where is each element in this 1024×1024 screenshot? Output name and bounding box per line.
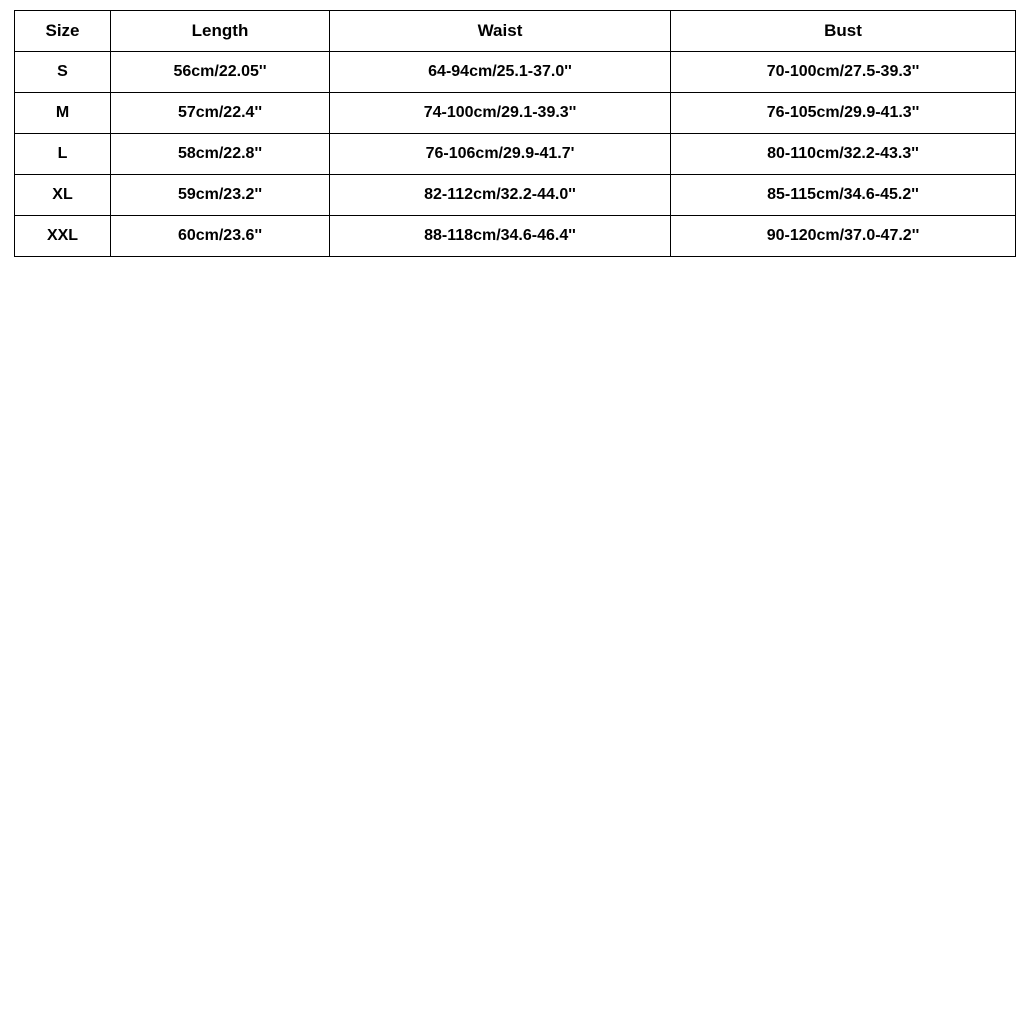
header-waist: Waist <box>330 11 671 52</box>
cell-length: 57cm/22.4'' <box>111 93 330 134</box>
cell-size: S <box>15 52 111 93</box>
cell-waist: 74-100cm/29.1-39.3'' <box>330 93 671 134</box>
header-bust: Bust <box>671 11 1016 52</box>
cell-waist: 64-94cm/25.1-37.0'' <box>330 52 671 93</box>
cell-length: 58cm/22.8'' <box>111 134 330 175</box>
cell-length: 59cm/23.2'' <box>111 175 330 216</box>
cell-length: 60cm/23.6'' <box>111 216 330 257</box>
cell-length: 56cm/22.05'' <box>111 52 330 93</box>
header-length: Length <box>111 11 330 52</box>
table-header-row <box>15 11 1016 52</box>
cell-bust: 80-110cm/32.2-43.3'' <box>671 134 1016 175</box>
cell-size: M <box>15 93 111 134</box>
cell-size: XXL <box>15 216 111 257</box>
cell-bust: 70-100cm/27.5-39.3'' <box>671 52 1016 93</box>
cell-waist: 76-106cm/29.9-41.7' <box>330 134 671 175</box>
header-size: Size <box>15 11 111 52</box>
cell-size: L <box>15 134 111 175</box>
table-row <box>15 52 1016 93</box>
cell-bust: 85-115cm/34.6-45.2'' <box>671 175 1016 216</box>
size-chart-table <box>14 10 1016 257</box>
table-row <box>15 134 1016 175</box>
table-row <box>15 216 1016 257</box>
cell-waist: 82-112cm/32.2-44.0'' <box>330 175 671 216</box>
cell-bust: 76-105cm/29.9-41.3'' <box>671 93 1016 134</box>
table-row <box>15 175 1016 216</box>
cell-size: XL <box>15 175 111 216</box>
table-row <box>15 93 1016 134</box>
cell-bust: 90-120cm/37.0-47.2'' <box>671 216 1016 257</box>
cell-waist: 88-118cm/34.6-46.4'' <box>330 216 671 257</box>
